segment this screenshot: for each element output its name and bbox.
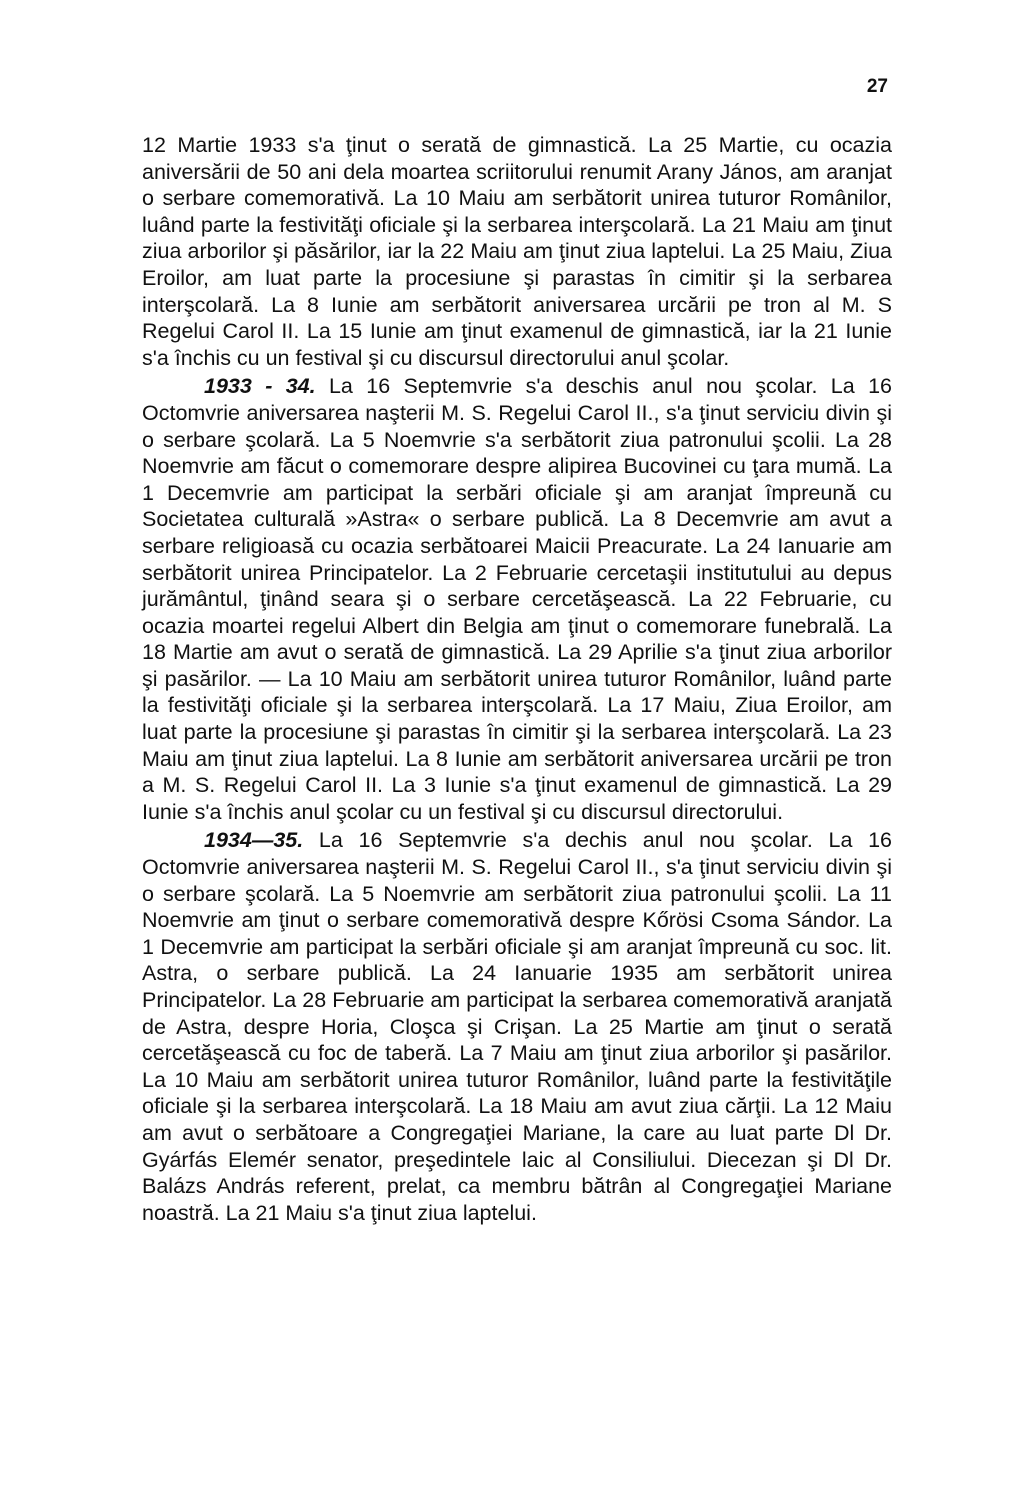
page-number: 27 <box>866 76 888 97</box>
paragraph-1933-spring <box>142 132 892 371</box>
school-year-heading: 1934—35. <box>204 828 304 853</box>
paragraph-text: 12 Martie 1933 s'a ţinut o serată de gimnastică. La 25 Martie, cu ocazia aniversării de 50 ani dela moartea scriitorului renumit Arany János, am aranjat o serbare comemorativă. La 10 Maiu am serbătorit unirea tuturor Românilor, luând parte la festivităţi oficiale şi la serbarea interşcolară. La 21 Maiu am ţinut ziua arborilor şi păsărilor, iar la 22 Maiu am ţinut ziua laptelui. La 25 Maiu, Ziua Eroilor, am luat parte la procesiune şi parastas în cimitir şi la serbarea interşcolară. La 8 Iunie am serbătorit aniversarea urcării pe tron al M. S Regelui Carol II. La 15 Iunie am ţinut examenul de gimnastică, iar la 21 Iunie s'a închis cu un festival şi cu discursul directorului anul şcolar. <box>142 133 892 370</box>
document-body <box>142 132 892 1228</box>
paragraph-text: La 16 Septemvrie s'a dechis anul nou şcolar. La 16 Octomvrie aniversarea naşterii M. S. Regelui Carol II., s'a ţinut serviciu divin şi o serbare şcolară. La 5 Noemvrie am serbătorit ziua patronului şcolii. La 11 Noemvrie am ţinut o serbare comemorativă despre Kőrösi Csoma Sándor. La 1 Decemvrie am participat la serbări oficiale şi am aranjat împreună cu soc. lit. Astra, o serbare publică. La 24 Ianuarie 1935 am serbătorit unirea Principatelor. La 28 Februarie am participat la serbarea comemorativă aranjată de Astra, despre Horia, Cloşca şi Crişan. La 25 Martie am ţinut o serată cercetăşească cu foc de taberă. La 7 Maiu am ţinut ziua arborilor şi pasărilor. La 10 Maiu am serbătorit unirea tuturor Românilor, luând parte la festivităţile oficiale şi la serbarea interşcolară. La 18 Maiu am avut ziua cărţii. La 12 Maiu am avut o serbătoare a Congregaţiei Mariane, la care au luat parte Dl Dr. Gyárfás Elemér senator, preşedintele laic al Consiliului. Diecezan şi Dl Dr. Balázs András referent, prelat, ca membru bătrân al Congregaţiei Mariane noastră. La 21 Maiu s'a ţinut ziua laptelui. <box>142 828 892 1225</box>
paragraph-school-year-1933-34 <box>142 373 892 825</box>
paragraph-school-year-1934-35 <box>142 827 892 1226</box>
paragraph-text: La 16 Septemvrie s'a deschis anul nou şcolar. La 16 Octomvrie aniversarea naşterii M. S. Regelui Carol II., s'a ţinut serviciu divin şi o serbare şcolară. La 5 Noemvrie s'a serbătorit ziua patronului şcolii. La 28 Noemvrie am făcut o comemorare despre alipirea Bucovinei cu ţara mumă. La 1 Decemvrie am participat la serbări oficiale şi am aranjat împreună cu Societatea culturală »Astra« o serbare publică. La 8 Decemvrie am avut a serbare religioasă cu ocazia serbătoarei Maicii Preacurate. La 24 Ianuarie am serbătorit unirea Principatelor. La 2 Februarie cercetaşii institutului au depus jurământul, ţinând seara şi o serbare cercetăşească. La 22 Februarie, cu ocazia moartei regelui Albert din Belgia am ţinut o comemorare funebrală. La 18 Martie am avut o serată de gimnastică. La 29 Aprilie s'a ţinut ziua arborilor şi pasărilor. — La 10 Maiu am serbătorit unirea tuturor Românilor, luând parte la festivităţi oficiale şi la serbarea interşcolară. La 17 Maiu, Ziua Eroilor, am luat parte la procesiune şi parastas în cimitir şi la serbarea interşcolară. La 23 Maiu am ţinut ziua laptelui. La 8 Iunie am serbătorit aniversarea urcării pe tron a M. S. Regelui Carol II. La 3 Iunie s'a ţinut examenul de gimnastică. La 29 Iunie s'a închis anul şcolar cu un festival şi cu discursul directorului. <box>142 374 893 824</box>
school-year-heading: 1933 - 34. <box>204 374 316 399</box>
